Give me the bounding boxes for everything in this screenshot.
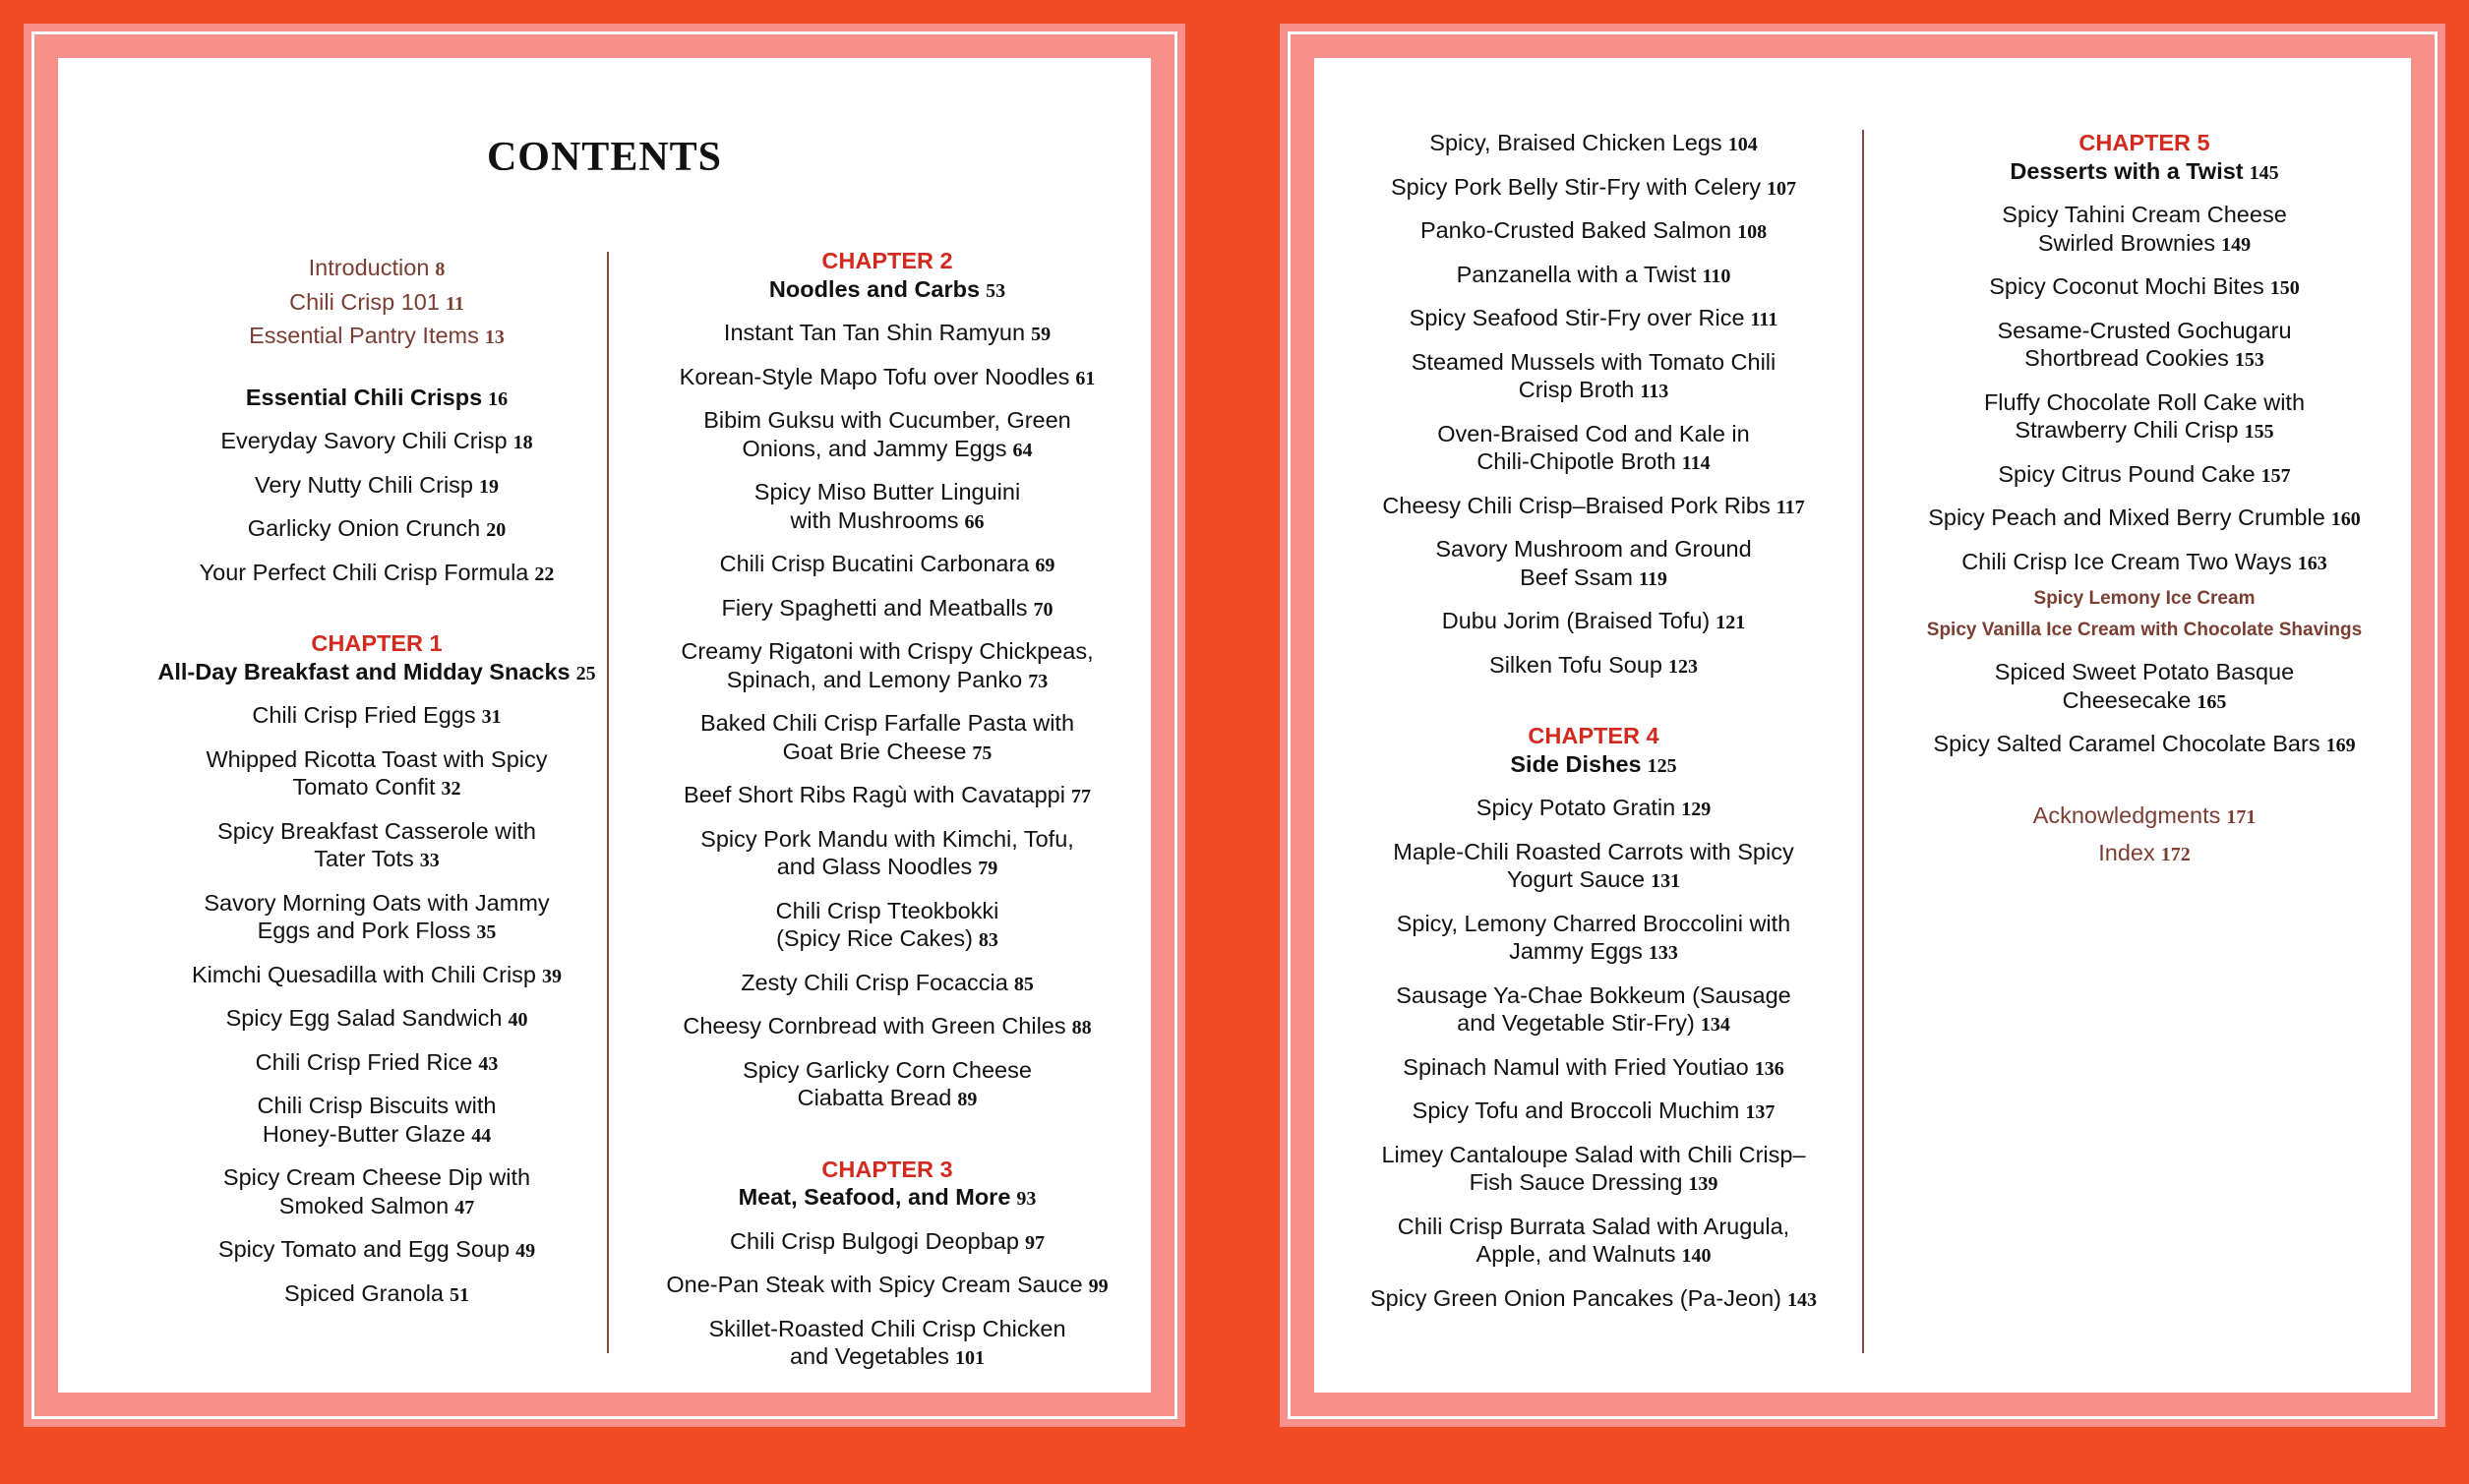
toc-entry[interactable]	[120, 1163, 633, 1221]
entry-title: Very Nutty Chili Crisp	[255, 471, 473, 498]
left-page	[24, 24, 1185, 1427]
toc-entry[interactable]	[120, 961, 633, 991]
toc-entry[interactable]	[1339, 492, 1848, 522]
page-number: 163	[2297, 552, 2327, 574]
entry-title-line: Chili Crisp Fried Rice	[255, 1048, 473, 1075]
entry-title: Acknowledgments	[2032, 801, 2221, 828]
toc-column-3	[1339, 129, 1848, 1328]
entry-title-line: Limey Cantaloupe Salad with Chili Crisp–	[1381, 1141, 1806, 1167]
entry-title-line: Sausage Ya-Chae Bokkeum (Sausage	[1396, 981, 1791, 1008]
page-number: 75	[972, 742, 993, 764]
entry-title-line: Yogurt Sauce	[1506, 866, 1646, 892]
entry-title-line: Beef Short Ribs Ragù with Cavatappi	[684, 782, 1065, 807]
chapter-heading[interactable]: Meat, Seafood, and More 93	[738, 1184, 1037, 1210]
page-number: 77	[1070, 786, 1091, 807]
chapter-2-list	[632, 319, 1143, 1114]
entry-title-line: Bibim Guksu with Cucumber, Green	[703, 407, 1071, 433]
toc-entry[interactable]	[120, 514, 633, 545]
toc-entry[interactable]	[632, 1012, 1143, 1042]
entry-title-line: Cheesy Cornbread with Green Chiles	[683, 1013, 1066, 1039]
page-number: 59	[1031, 324, 1052, 345]
entry-title-line: Chili Crisp Burrata Salad with Arugula,	[1397, 1213, 1790, 1239]
toc-column-4	[1884, 129, 2405, 877]
page-number: 140	[1681, 1245, 1712, 1267]
toc-entry[interactable]	[1884, 388, 2405, 446]
entry-title-line: Chili Crisp Tteokbokki	[775, 897, 999, 923]
page-number: 165	[2197, 690, 2227, 713]
toc-entry[interactable]	[1339, 910, 1848, 968]
essentials-list	[120, 427, 633, 588]
entry-title-line: Spicy Miso Butter Linguini	[753, 479, 1021, 505]
page-number: 40	[508, 1009, 528, 1031]
toc-entry[interactable]	[1884, 317, 2405, 375]
entry-title-line: Spicy Green Onion Pancakes (Pa-Jeon)	[1370, 1284, 1781, 1311]
page-number: 169	[2325, 735, 2356, 756]
toc-entry[interactable]	[120, 559, 633, 589]
page-number: 136	[1754, 1057, 1784, 1080]
page-number: 19	[479, 475, 499, 498]
entry-title-line: Creamy Rigatoni with Crispy Chickpeas,	[681, 638, 1094, 664]
entry-title-line: Spicy, Braised Chicken Legs	[1429, 130, 1722, 155]
entry-title: Chili Crisp 101	[289, 288, 440, 315]
entry-title-line: Korean-Style Mapo Tofu over Noodles	[679, 363, 1070, 389]
entry-title-line: Spicy Salted Caramel Chocolate Bars	[1933, 731, 2320, 756]
page-number: 43	[478, 1052, 499, 1075]
page-number: 131	[1651, 870, 1681, 892]
chapter-label: CHAPTER 3	[821, 1156, 953, 1182]
entry-title: Your Perfect Chili Crisp Formula	[199, 559, 529, 585]
page-number: 143	[1787, 1288, 1817, 1311]
chapter-heading[interactable]: All-Day Breakfast and Midday Snacks 25	[157, 658, 596, 684]
entry-title-line: Tomato Confit	[292, 774, 436, 800]
page-number: 32	[441, 778, 461, 800]
page-number: 66	[964, 510, 985, 533]
chapter-heading[interactable]: Side Dishes 125	[1510, 750, 1677, 777]
chapter-4-list	[1339, 794, 1848, 1314]
page-number: 157	[2260, 464, 2291, 487]
page-number: 110	[1702, 265, 1731, 287]
page-number: 97	[1024, 1231, 1045, 1254]
toc-entry[interactable]	[120, 1048, 633, 1079]
page-number: 101	[955, 1347, 986, 1369]
toc-entry[interactable]	[1339, 304, 1848, 334]
toc-sub-entry[interactable]: Spicy Lemony Ice Cream	[2033, 588, 2256, 609]
page-number: 33	[419, 850, 440, 871]
page-number: 85	[1013, 973, 1034, 995]
toc-entry[interactable]	[632, 319, 1143, 349]
entry-title-line: Chili-Chipotle Broth	[1476, 448, 1676, 474]
page-number: 108	[1737, 221, 1768, 243]
toc-entry[interactable]	[632, 594, 1143, 624]
page-number: 39	[542, 965, 562, 987]
page-number: 107	[1767, 177, 1797, 200]
toc-entry[interactable]	[632, 550, 1143, 580]
entry-title-line: Spinach, and Lemony Panko	[726, 666, 1023, 692]
toc-entry[interactable]	[632, 478, 1143, 536]
toc-entry[interactable]	[1339, 981, 1848, 1039]
column-divider	[607, 252, 609, 1353]
page-number: 35	[476, 921, 497, 943]
toc-column-2	[632, 247, 1143, 1387]
toc-entry[interactable]	[1339, 651, 1848, 682]
toc-entry[interactable]	[1339, 420, 1848, 478]
entry-title-line: Smoked Salmon	[278, 1192, 450, 1218]
page-number: 22	[534, 563, 555, 585]
page-number: 123	[1667, 655, 1698, 678]
toc-sub-entry[interactable]: Spicy Vanilla Ice Cream with Chocolate Shavings	[1926, 620, 2363, 640]
entry-title-line: Fluffy Chocolate Roll Cake with	[1983, 388, 2306, 415]
entry-title-line: Spicy Citrus Pound Cake	[1998, 460, 2256, 487]
entry-title-line: Shortbread Cookies	[2024, 345, 2229, 371]
page-number: 79	[978, 858, 998, 879]
toc-entry[interactable]	[632, 406, 1143, 464]
toc-entry[interactable]	[632, 781, 1143, 811]
entry-title-line: Silken Tofu Soup	[1489, 651, 1662, 678]
entry-title-line: Spicy Pork Mandu with Kimchi, Tofu,	[700, 825, 1074, 852]
chapter-3-list	[632, 1227, 1143, 1373]
toc-entry[interactable]	[120, 701, 633, 732]
toc-entry[interactable]	[120, 1092, 633, 1150]
entry-title-line: Chili Crisp Fried Eggs	[252, 702, 476, 728]
page-number: 49	[515, 1240, 536, 1262]
entry-title-line: Savory Morning Oats with Jammy	[204, 889, 550, 916]
entry-title-line: Spicy Coconut Mochi Bites	[1989, 273, 2264, 299]
entry-title: Everyday Savory Chili Crisp	[220, 428, 508, 453]
entry-title-line: Spiced Granola	[284, 1279, 444, 1306]
toc-entry-essential-chili-crisps[interactable]: Essential Chili Crisps 16	[245, 384, 509, 410]
page-number: 119	[1639, 567, 1667, 590]
toc-column-1	[120, 254, 633, 1323]
toc-entry[interactable]	[1339, 794, 1848, 824]
column-divider	[1862, 130, 1864, 1353]
toc-entry[interactable]	[1339, 129, 1848, 159]
toc-entry[interactable]	[1884, 460, 2405, 491]
chapter-label: CHAPTER 4	[1528, 723, 1659, 748]
toc-entry[interactable]	[632, 1315, 1143, 1373]
page-number: 172	[2160, 844, 2191, 865]
chapter-1	[120, 629, 633, 1309]
page-number: 133	[1648, 942, 1678, 964]
entry-title-line: Spiced Sweet Potato Basque	[1994, 659, 2295, 684]
page-number: 171	[2226, 805, 2257, 828]
entry-title-line: Beef Ssam	[1520, 564, 1634, 590]
entry-title-line: One-Pan Steak with Spicy Cream Sauce	[666, 1272, 1083, 1297]
toc-entry[interactable]	[1884, 658, 2405, 716]
toc-entry[interactable]	[1339, 1213, 1848, 1271]
toc-entry[interactable]	[1884, 730, 2405, 760]
toc-entry[interactable]	[1339, 173, 1848, 204]
toc-entry[interactable]	[1884, 839, 2405, 869]
entry-title-line: Cheesy Chili Crisp–Braised Pork Ribs	[1382, 492, 1771, 518]
toc-entry[interactable]	[1884, 504, 2405, 534]
toc-entry[interactable]	[1339, 838, 1848, 896]
entry-title-line: Spicy Tofu and Broccoli Muchim	[1412, 1098, 1740, 1123]
toc-entry[interactable]	[632, 637, 1143, 695]
page-number: 61	[1075, 367, 1096, 389]
entry-title: Introduction	[308, 255, 430, 280]
page-number: 51	[450, 1283, 469, 1306]
toc-entry[interactable]	[120, 254, 633, 284]
entry-title-line: with Mushrooms	[790, 506, 959, 533]
page-number: 89	[957, 1089, 978, 1110]
entry-title-line: Tater Tots	[314, 846, 414, 871]
toc-entry[interactable]	[1339, 1141, 1848, 1199]
page-number: 129	[1681, 799, 1712, 820]
chapter-3	[632, 1156, 1143, 1373]
toc-entry[interactable]	[120, 1004, 633, 1035]
page-number: 150	[2269, 277, 2300, 299]
toc-entry[interactable]	[1339, 535, 1848, 593]
toc-entry[interactable]	[1339, 261, 1848, 291]
entry-title-line: Spicy Garlicky Corn Cheese	[743, 1056, 1032, 1083]
chapter-label: CHAPTER 5	[2078, 130, 2210, 155]
toc-entry[interactable]	[120, 471, 633, 502]
entry-title-line: Apple, and Walnuts	[1475, 1241, 1676, 1267]
entry-title-line: and Vegetable Stir-Fry)	[1457, 1010, 1695, 1036]
entry-title-line: Instant Tan Tan Shin Ramyun	[723, 320, 1026, 345]
toc-entry[interactable]	[632, 969, 1143, 999]
entry-title-line: Fiery Spaghetti and Meatballs	[721, 594, 1028, 621]
entry-title: Index	[2098, 840, 2155, 865]
entry-title-line: Zesty Chili Crisp Focaccia	[741, 969, 1008, 995]
page-number: 44	[471, 1124, 492, 1147]
toc-entry[interactable]	[632, 1271, 1143, 1301]
toc-entry[interactable]	[632, 1056, 1143, 1114]
front-matter-list	[120, 254, 633, 352]
entry-title-line: Spicy Breakfast Casserole with	[217, 817, 536, 844]
entry-title-line: Steamed Mussels with Tomato Chili	[1411, 348, 1776, 375]
entry-title-line: Spicy Tahini Cream Cheese	[2002, 202, 2287, 227]
entry-title-line: Spicy Pork Belly Stir-Fry with Celery	[1390, 173, 1762, 200]
entry-title-line: Spicy Tomato and Egg Soup	[217, 1236, 511, 1262]
toc-entry[interactable]	[120, 1279, 633, 1310]
entry-title-line: Spicy Peach and Mixed Berry Crumble	[1928, 505, 2325, 530]
entry-title-line: and Glass Noodles	[776, 854, 973, 879]
page-number: 47	[454, 1196, 475, 1218]
entry-title-line: Baked Chili Crisp Farfalle Pasta with	[699, 710, 1075, 736]
page-number: 137	[1745, 1101, 1776, 1123]
right-page	[1280, 24, 2445, 1427]
page-number: 73	[1028, 670, 1049, 692]
entry-title-line: Strawberry Chili Crisp	[2015, 417, 2239, 443]
chapter-3-continued-list	[1339, 129, 1848, 681]
toc-entry[interactable]	[120, 817, 633, 875]
page-number: 8	[435, 259, 446, 280]
toc-entry[interactable]	[1884, 201, 2405, 259]
toc-entry[interactable]	[632, 825, 1143, 883]
entry-title-line: Crisp Broth	[1518, 377, 1635, 402]
entry-title-line: Spinach Namul with Fried Youtiao	[1403, 1053, 1749, 1080]
toc-entry[interactable]	[120, 745, 633, 803]
page-number: 11	[445, 292, 464, 315]
toc-entry[interactable]	[120, 1235, 633, 1266]
page-number: 113	[1640, 381, 1669, 402]
entry-title-line: Goat Brie Cheese	[782, 738, 967, 764]
chapter-5-list	[1884, 201, 2405, 760]
page-number: 31	[481, 706, 502, 728]
chapter-heading[interactable]: Noodles and Carbs 53	[768, 275, 1006, 302]
entry-title-line: Savory Mushroom and Ground	[1435, 536, 1752, 562]
toc-entry[interactable]	[1884, 801, 2405, 832]
entry-title-line: Whipped Ricotta Toast with Spicy	[206, 745, 548, 772]
toc-entry[interactable]	[120, 889, 633, 947]
entry-title-line: Fish Sauce Dressing	[1469, 1169, 1683, 1195]
toc-entry[interactable]	[632, 897, 1143, 955]
page-number: 139	[1688, 1173, 1718, 1195]
chapter-1-list	[120, 701, 633, 1309]
toc-entry[interactable]	[1339, 348, 1848, 406]
entry-title-line: Spicy Potato Gratin	[1475, 795, 1676, 820]
page-number: 149	[2221, 233, 2252, 256]
toc-entry[interactable]	[1339, 1053, 1848, 1084]
page-number: 117	[1776, 496, 1805, 518]
entry-title-line: (Spicy Rice Cakes)	[776, 925, 973, 951]
entry-title-line: Onions, and Jammy Eggs	[742, 435, 1007, 461]
page-number: 88	[1071, 1017, 1092, 1039]
entry-title-line: Kimchi Quesadilla with Chili Crisp	[192, 961, 536, 987]
toc-entry[interactable]	[120, 427, 633, 457]
page-number: 64	[1012, 439, 1033, 461]
entry-title-line: Panzanella with a Twist	[1456, 261, 1697, 287]
page-number: 20	[486, 519, 507, 541]
back-matter-list	[1884, 801, 2405, 869]
entry-title-line: Swirled Brownies	[2037, 229, 2216, 256]
entry-title-line: Sesame-Crusted Gochugaru	[1997, 317, 2292, 343]
entry-title-line: Oven-Braised Cod and Kale in	[1437, 420, 1750, 446]
page-number: 13	[484, 326, 505, 348]
entry-title-line: Maple-Chili Roasted Carrots with Spicy	[1393, 838, 1794, 864]
entry-title-line: Ciabatta Bread	[797, 1085, 952, 1110]
entry-title-line: Chili Crisp Ice Cream Two Ways	[1961, 548, 2292, 574]
page-number: 99	[1088, 1276, 1109, 1297]
chapter-5	[1884, 129, 2405, 760]
entry-title-line: Panko-Crusted Baked Salmon	[1419, 217, 1732, 243]
page-number: 18	[512, 432, 533, 453]
page-number: 104	[1727, 134, 1758, 155]
page-number: 69	[1035, 555, 1055, 576]
chapter-heading[interactable]: Desserts with a Twist 145	[2010, 157, 2279, 184]
entry-title-line: Spicy Cream Cheese Dip with	[222, 1164, 531, 1190]
contents-title: CONTENTS	[486, 135, 723, 180]
page-number: 70	[1033, 598, 1054, 621]
toc-entry[interactable]	[120, 288, 633, 319]
entry-title: Essential Pantry Items	[249, 323, 479, 348]
entry-title-line: Chili Crisp Bucatini Carbonara	[719, 551, 1030, 576]
page-number: 160	[2330, 508, 2361, 530]
entry-title-line: Jammy Eggs	[1509, 938, 1643, 964]
entry-title: Garlicky Onion Crunch	[247, 515, 481, 541]
toc-entry[interactable]	[1884, 548, 2405, 578]
entry-title-line: Eggs and Pork Floss	[257, 918, 471, 943]
page-number: 83	[978, 929, 998, 951]
entry-title-line: Honey-Butter Glaze	[262, 1120, 466, 1147]
toc-entry[interactable]	[1339, 1097, 1848, 1127]
chapter-label: CHAPTER 2	[821, 248, 953, 273]
entry-title-line: Chili Crisp Biscuits with	[257, 1093, 497, 1118]
entry-title-line: Spicy, Lemony Charred Broccolini with	[1396, 910, 1791, 936]
entry-title-line: Cheesecake	[2062, 686, 2192, 713]
toc-entry[interactable]	[1339, 607, 1848, 637]
chapter-2	[632, 247, 1143, 1114]
page-number: 153	[2234, 349, 2264, 371]
page-number: 121	[1716, 612, 1746, 633]
entry-title-line: Chili Crisp Bulgogi Deopbap	[730, 1227, 1019, 1254]
chapter-4	[1339, 722, 1848, 1314]
entry-title-line: Spicy Egg Salad Sandwich	[225, 1005, 503, 1031]
entry-title-line: Dubu Jorim (Braised Tofu)	[1441, 608, 1711, 633]
page-number: 134	[1700, 1014, 1730, 1036]
page-number: 155	[2244, 421, 2274, 443]
page-number: 114	[1681, 452, 1711, 474]
toc-entry[interactable]	[1339, 1284, 1848, 1315]
toc-entry[interactable]	[1884, 272, 2405, 303]
toc-entry[interactable]	[632, 709, 1143, 767]
page-number: 111	[1750, 309, 1778, 330]
entry-title-line: Skillet-Roasted Chili Crisp Chicken	[708, 1315, 1066, 1341]
toc-entry[interactable]	[632, 1227, 1143, 1258]
entry-title-line: Spicy Seafood Stir-Fry over Rice	[1409, 305, 1745, 330]
chapter-label: CHAPTER 1	[311, 630, 443, 656]
toc-entry[interactable]	[1339, 216, 1848, 247]
entry-title-line: and Vegetables	[789, 1343, 950, 1369]
toc-entry[interactable]	[120, 322, 633, 352]
toc-entry[interactable]	[632, 363, 1143, 393]
